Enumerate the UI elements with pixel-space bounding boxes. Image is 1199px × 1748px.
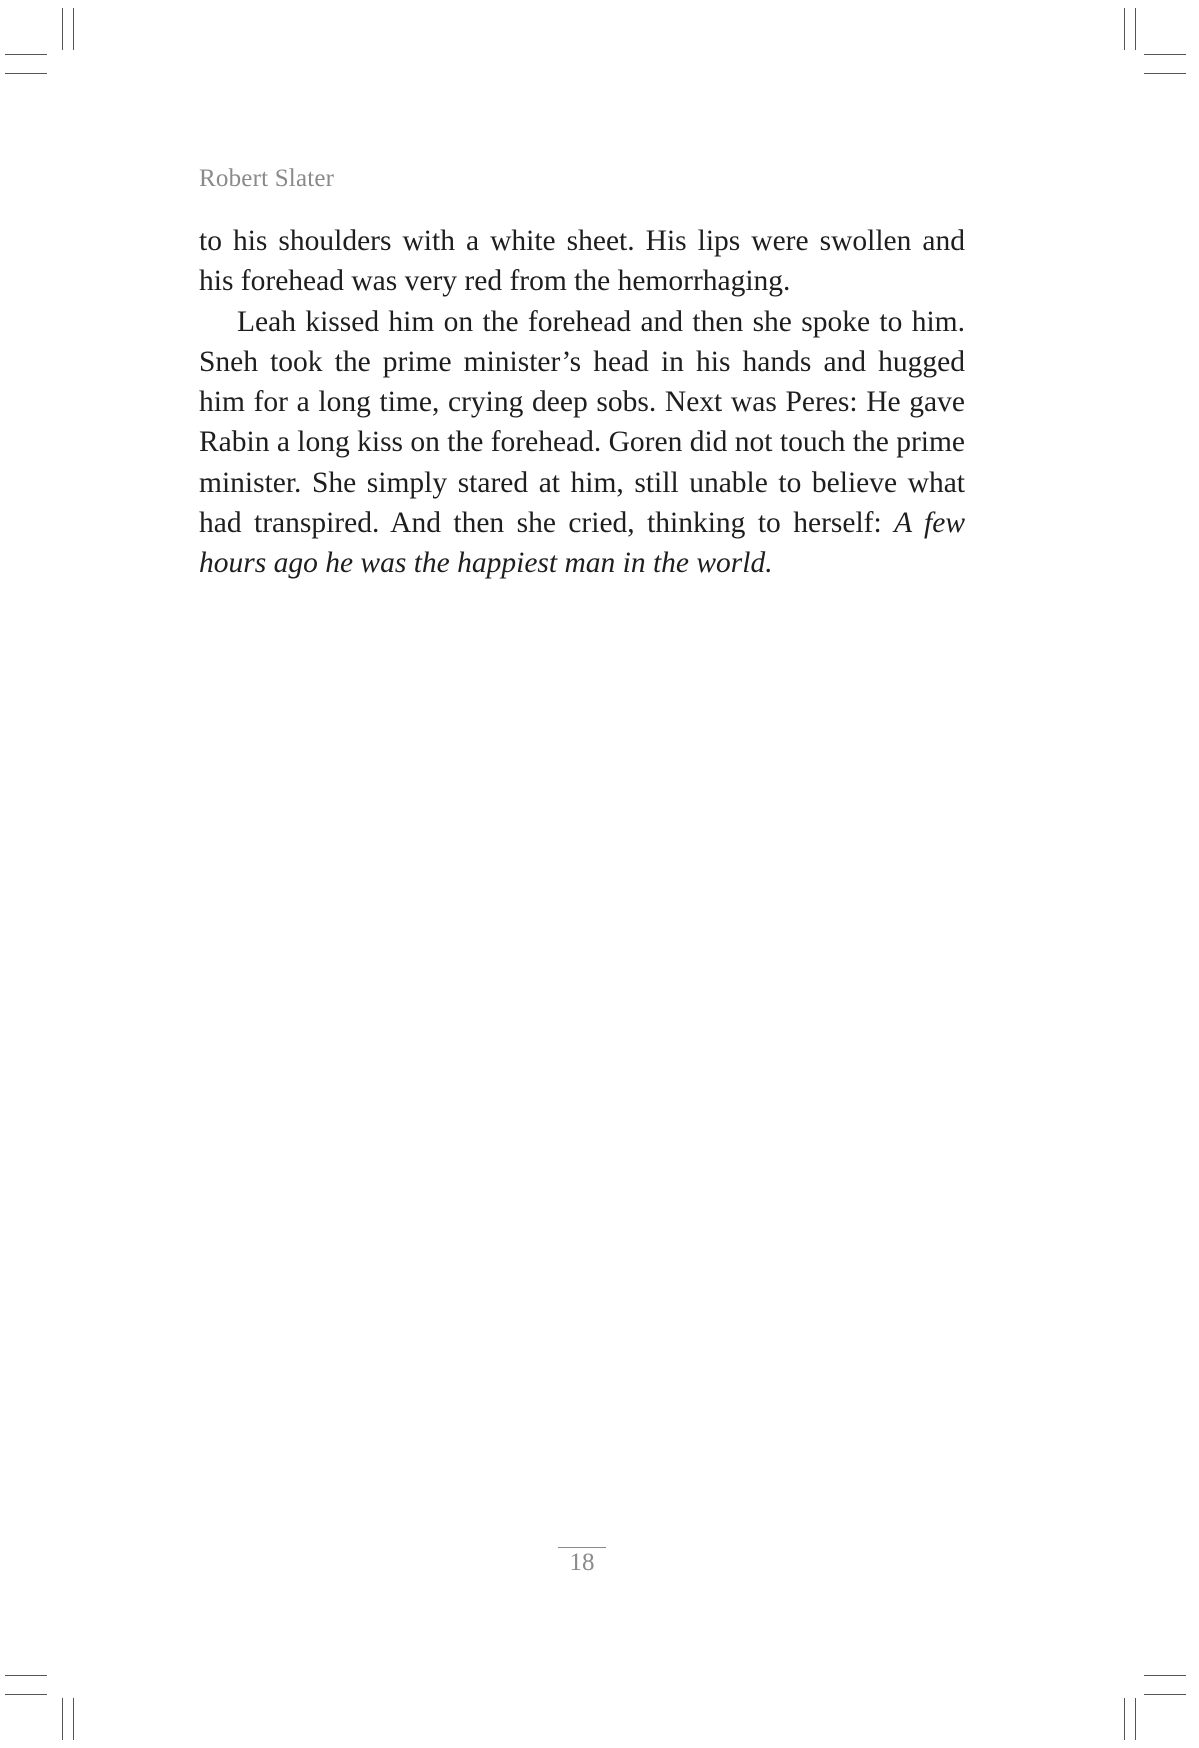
crop-mark xyxy=(5,1675,47,1676)
page-number-rule xyxy=(558,1547,606,1548)
page-number: 18 xyxy=(569,1549,595,1576)
crop-mark xyxy=(73,1698,74,1740)
paragraph-text: Leah kissed him on the forehead and then she spoke to him. Sneh took the prime minister’s head in his hands and hugged him for a long time, crying deep sobs. Next was Peres: He gave Rabin a long kiss on the forehead. Goren did not touch the prime minister. She simply stared at him, still unable to believe what had transpired. And then she cried, thinking to herself: xyxy=(199,305,966,540)
crop-mark xyxy=(73,8,74,50)
paragraph: to his shoulders with a white sheet. His lips were swollen and his forehead was very red from the hemorrhaging. xyxy=(199,225,965,298)
crop-mark xyxy=(62,8,63,50)
crop-mark xyxy=(5,1694,47,1695)
crop-mark xyxy=(1124,1698,1125,1740)
italic-thought: A few hours ago he was the happiest man in the world. xyxy=(199,507,966,580)
crop-mark xyxy=(1144,73,1186,74)
crop-mark xyxy=(1135,8,1136,50)
crop-mark xyxy=(62,1698,63,1740)
crop-mark xyxy=(5,73,47,74)
crop-mark xyxy=(1144,54,1186,55)
crop-mark xyxy=(1135,1698,1136,1740)
crop-mark xyxy=(1144,1675,1186,1676)
paragraph xyxy=(199,302,965,584)
running-head-author: Robert Slater xyxy=(199,165,335,192)
crop-mark xyxy=(1144,1694,1186,1695)
body-text xyxy=(199,221,965,584)
crop-mark xyxy=(5,54,47,55)
crop-mark xyxy=(1124,8,1125,50)
